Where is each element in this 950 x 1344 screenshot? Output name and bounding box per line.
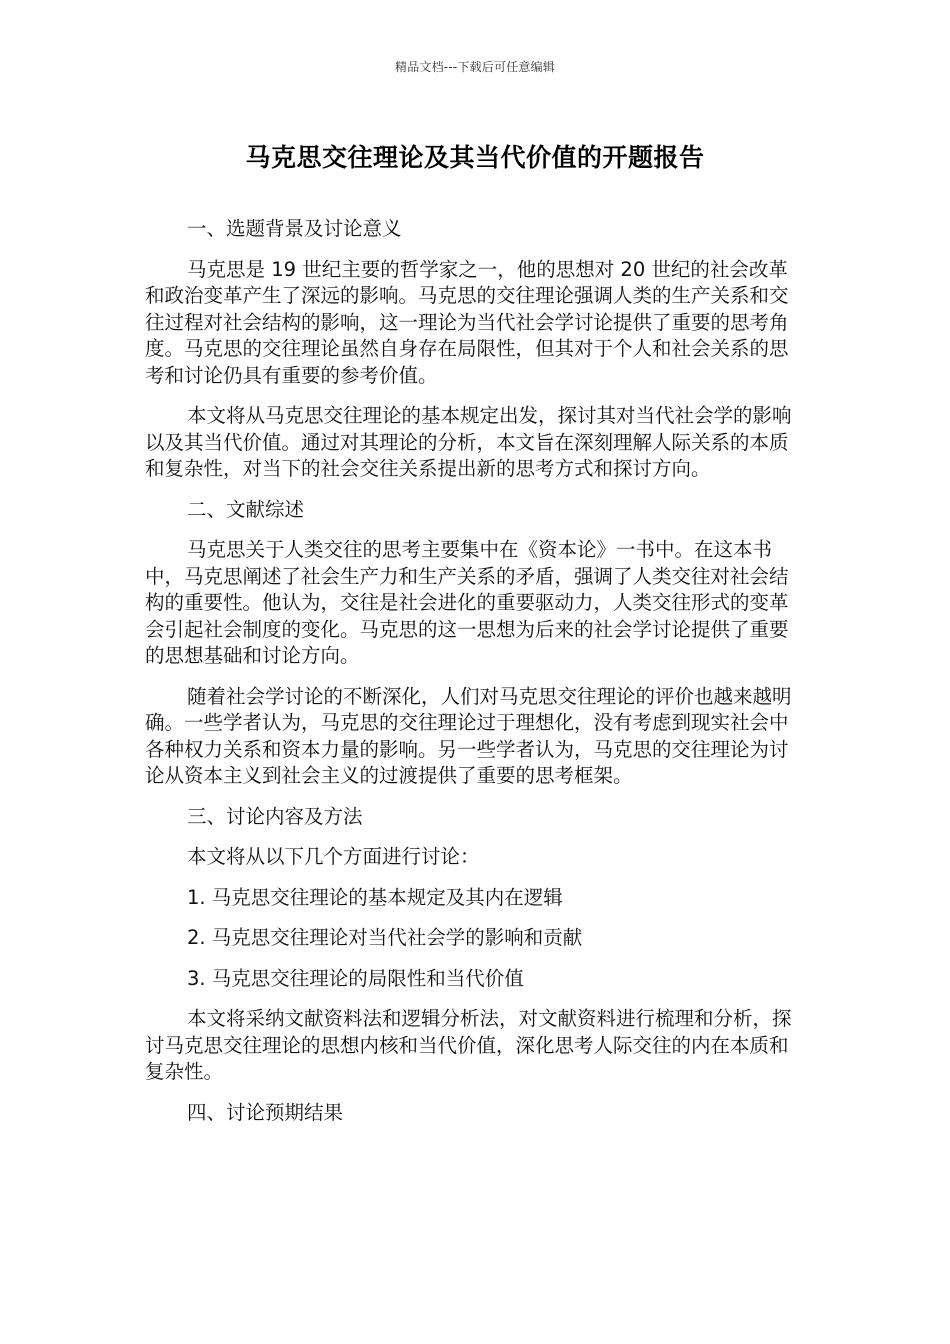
list-item: 2. 马克思交往理论对当代社会学的影响和贡献 bbox=[187, 926, 583, 949]
section-heading-literature-review: 二、文献综述 bbox=[187, 497, 305, 521]
section-heading-expected-results: 四、讨论预期结果 bbox=[187, 1100, 344, 1124]
page-header-note: 精品文档---下载后可任意编辑 bbox=[395, 60, 555, 74]
paragraph-background-2: 本文将从马克思交往理论的基本规定出发，探讨其对当代社会学的影响以及其当代价值。通过对其理论的分析，本文旨在深刻理解人际关系的本质和复杂性，对当下的社会交往关系提出新的思考方式和探讨方向。 bbox=[145, 404, 792, 480]
section-heading-background: 一、选题背景及讨论意义 bbox=[187, 217, 402, 240]
list-item: 1. 马克思交往理论的基本规定及其内在逻辑 bbox=[187, 885, 563, 909]
paragraph-methods-2: 本文将采纳文献资料法和逻辑分析法，对文献资料进行梳理和分析，探讨马克思交往理论的思想内核和当代价值，深化思考人际交往的内在本质和复杂性。 bbox=[145, 1007, 792, 1083]
section-heading-content-methods: 三、讨论内容及方法 bbox=[187, 804, 363, 828]
paragraph-methods-intro: 本文将从以下几个方面进行讨论： bbox=[187, 845, 480, 868]
paragraph-background-1: 马克思是 19 世纪主要的哲学家之一，他的思想对 20 世纪的社会改革和政治变革产生了深远的影响。马克思的交往理论强调人类的生产关系和交往过程对社会结构的影响，这一理论为当代社会学讨论提供了重要的思考角度。马克思的交往理论虽然自身存在局限性，但其对于个人和社会关系的思考和讨论仍具有重要的参考价值。 bbox=[145, 257, 789, 387]
paragraph-literature-1: 马克思关于人类交往的思考主要集中在《资本论》一书中。在这本书中，马克思阐述了社会生产力和生产关系的矛盾，强调了人类交往对社会结构的重要性。他认为，交往是社会进化的重要驱动力，人类交往形式的变革会引起社会制度的变化。马克思的这一思想为后来的社会学讨论提供了重要的思想基础和讨论方向。 bbox=[145, 538, 789, 667]
list-item: 3. 马克思交往理论的局限性和当代价值 bbox=[187, 966, 524, 990]
document-title: 马克思交往理论及其当代价值的开题报告 bbox=[245, 143, 705, 172]
paragraph-literature-2: 随着社会学讨论的不断深化，人们对马克思交往理论的评价也越来越明确。一些学者认为，马克思的交往理论过于理想化，没有考虑到现实社会中各种权力关系和资本力量的影响。另一些学者认为，马克思的交往理论为讨论从资本主义到社会主义的过渡提供了重要的思考框架。 bbox=[145, 684, 792, 787]
document-body bbox=[145, 216, 801, 1140]
